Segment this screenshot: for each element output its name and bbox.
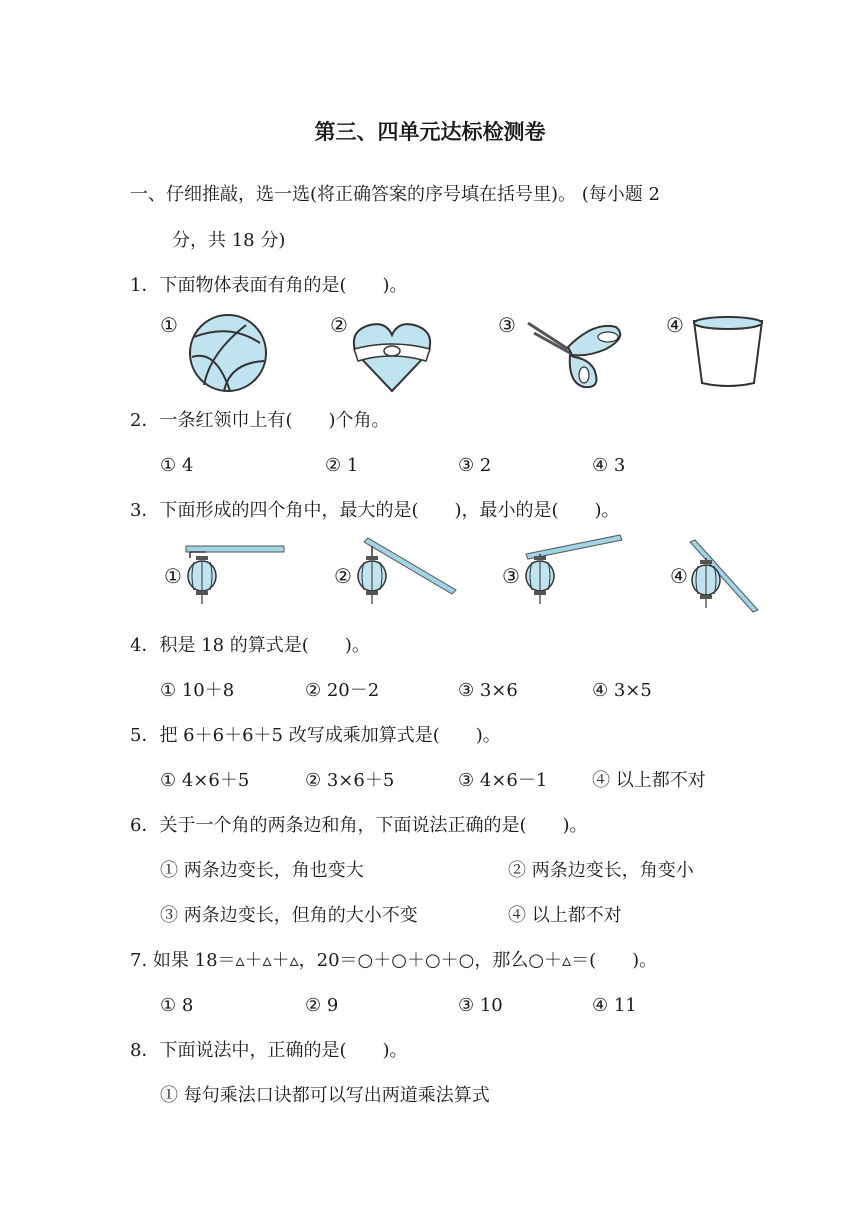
question-5: 5．把 6＋6＋6＋5 改写成乘加算式是( )。 xyxy=(130,725,501,746)
q7-option-2: ② 9 xyxy=(305,995,339,1016)
q4-option-3: ③ 3×6 xyxy=(458,680,518,701)
q1-marker-4: ④ xyxy=(666,313,684,337)
q4-option-4: ④ 3×5 xyxy=(592,680,652,701)
q2-option-4: ④ 3 xyxy=(592,455,626,476)
q6-option-3: ③ 两条边变长，但角的大小不变 xyxy=(160,905,418,926)
q1-option-1 xyxy=(160,313,270,401)
q3-marker-4: ④ xyxy=(670,564,688,588)
q3-option-2 xyxy=(330,538,470,622)
question-3: 3．下面形成的四个角中，最大的是( )，最小的是( )。 xyxy=(130,500,620,521)
q8-option-1: ① 每句乘法口诀都可以写出两道乘法算式 xyxy=(160,1085,490,1106)
q1-option-4 xyxy=(666,313,776,401)
q5-option-1: ① 4×6＋5 xyxy=(160,770,250,791)
q3-marker-2: ② xyxy=(334,564,352,588)
question-6: 6．关于一个角的两条边和角，下面说法正确的是( )。 xyxy=(130,815,588,836)
q6-option-4: ④ 以上都不对 xyxy=(508,905,622,926)
q7-option-3: ③ 10 xyxy=(458,995,503,1016)
section-heading-line1: 一、仔细推敲，选一选(将正确答案的序号填在括号里)。 (每小题 2 xyxy=(130,184,660,205)
q3-marker-3: ③ xyxy=(502,564,520,588)
q1-option-3 xyxy=(498,313,628,401)
question-7: 7. 如果 18＝▵＋▵＋▵，20＝○＋○＋○＋○，那么○＋▵＝( )。 xyxy=(130,950,658,971)
page-title: 第三、四单元达标检测卷 xyxy=(314,120,546,144)
q3-option-4 xyxy=(666,538,776,622)
q1-marker-3: ③ xyxy=(498,313,516,337)
q2-option-3: ③ 2 xyxy=(458,455,492,476)
q1-option-2 xyxy=(330,313,440,401)
section-heading-line2: 分，共 18 分) xyxy=(172,230,286,251)
q6-option-1: ① 两条边变长，角也变大 xyxy=(160,860,364,881)
q7-option-4: ④ 11 xyxy=(592,995,637,1016)
q3-marker-1: ① xyxy=(164,564,182,588)
q7-option-1: ① 8 xyxy=(160,995,194,1016)
q5-option-4: ④ 以上都不对 xyxy=(592,770,706,791)
q4-option-2: ② 20－2 xyxy=(305,680,380,701)
q4-option-1: ① 10＋8 xyxy=(160,680,235,701)
q3-option-3 xyxy=(498,538,638,622)
q5-option-3: ③ 4×6－1 xyxy=(458,770,548,791)
question-8: 8．下面说法中，正确的是( )。 xyxy=(130,1040,408,1061)
q1-marker-1: ① xyxy=(160,313,178,337)
question-4: 4．积是 18 的算式是( )。 xyxy=(130,635,370,656)
scissors-icon xyxy=(498,313,628,397)
q1-marker-2: ② xyxy=(330,313,348,337)
question-1: 1．下面物体表面有角的是( )。 xyxy=(130,275,408,296)
q2-option-1: ① 4 xyxy=(160,455,194,476)
q2-option-2: ② 1 xyxy=(325,455,359,476)
question-2: 2．一条红领巾上有( )个角。 xyxy=(130,410,390,431)
q6-option-2: ② 两条边变长，角变小 xyxy=(508,860,694,881)
q5-option-2: ② 3×6＋5 xyxy=(305,770,395,791)
q3-option-1 xyxy=(160,538,300,622)
